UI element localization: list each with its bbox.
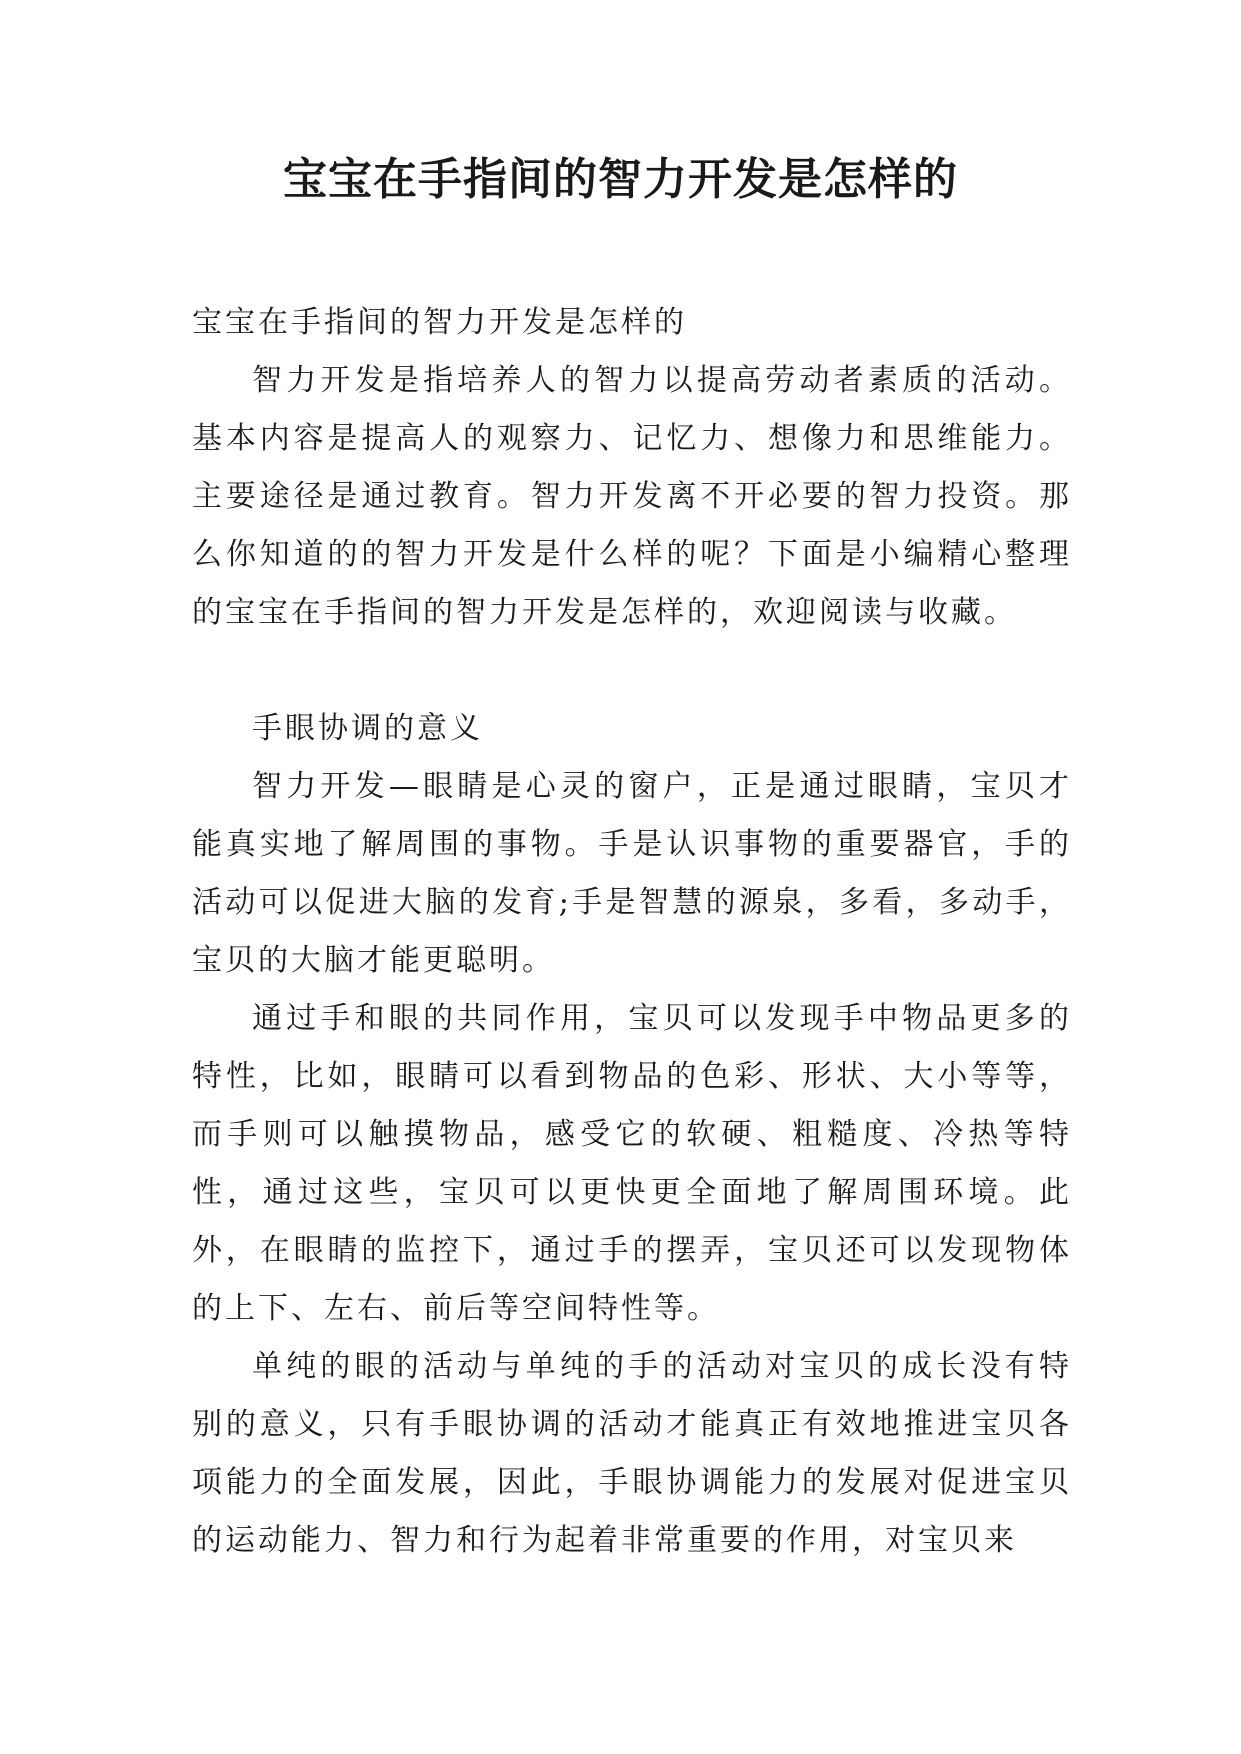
document-title: 宝宝在手指间的智力开发是怎样的: [283, 154, 958, 205]
body-paragraph: 智力开发—眼睛是心灵的窗户，正是通过眼睛，宝贝才能真实地了解周围的事物。手是认识事物的重要器官，手的活动可以促进大脑的发育;手是智慧的源泉，多看，多动手，宝贝的大脑才能更聪明。: [192, 769, 1072, 978]
document-subtitle: 宝宝在手指间的智力开发是怎样的: [192, 305, 687, 340]
paragraph-spacer: [192, 642, 1072, 700]
body-paragraph: 通过手和眼的共同作用，宝贝可以发现手中物品更多的特性，比如，眼睛可以看到物品的色彩、形状、大小等等，而手则可以触摸物品，感受它的软硬、粗糙度、冷热等特性，通过这些，宝贝可以更快更全面地了解周围环境。此外，在眼睛的监控下，通过手的摆弄，宝贝还可以发现物体的上下、左右、前后等空间特性等。: [192, 1001, 1072, 1326]
section-heading: 手眼协调的意义: [252, 711, 483, 746]
body-paragraph: 单纯的眼的活动与单纯的手的活动对宝贝的成长没有特别的意义，只有手眼协调的活动才能真正有效地推进宝贝各项能力的全面发展，因此，手眼协调能力的发展对促进宝贝的运动能力、智力和行为起着非常重要的作用，对宝贝来: [192, 1349, 1072, 1558]
intro-paragraph: 智力开发是指培养人的智力以提高劳动者素质的活动。基本内容是提高人的观察力、记忆力、想像力和思维能力。主要途径是通过教育。智力开发离不开必要的智力投资。那么你知道的的智力开发是什么样的呢？下面是小编精心整理的宝宝在手指间的智力开发是怎样的，欢迎阅读与收藏。: [192, 363, 1072, 630]
document-body: [192, 294, 1072, 1570]
